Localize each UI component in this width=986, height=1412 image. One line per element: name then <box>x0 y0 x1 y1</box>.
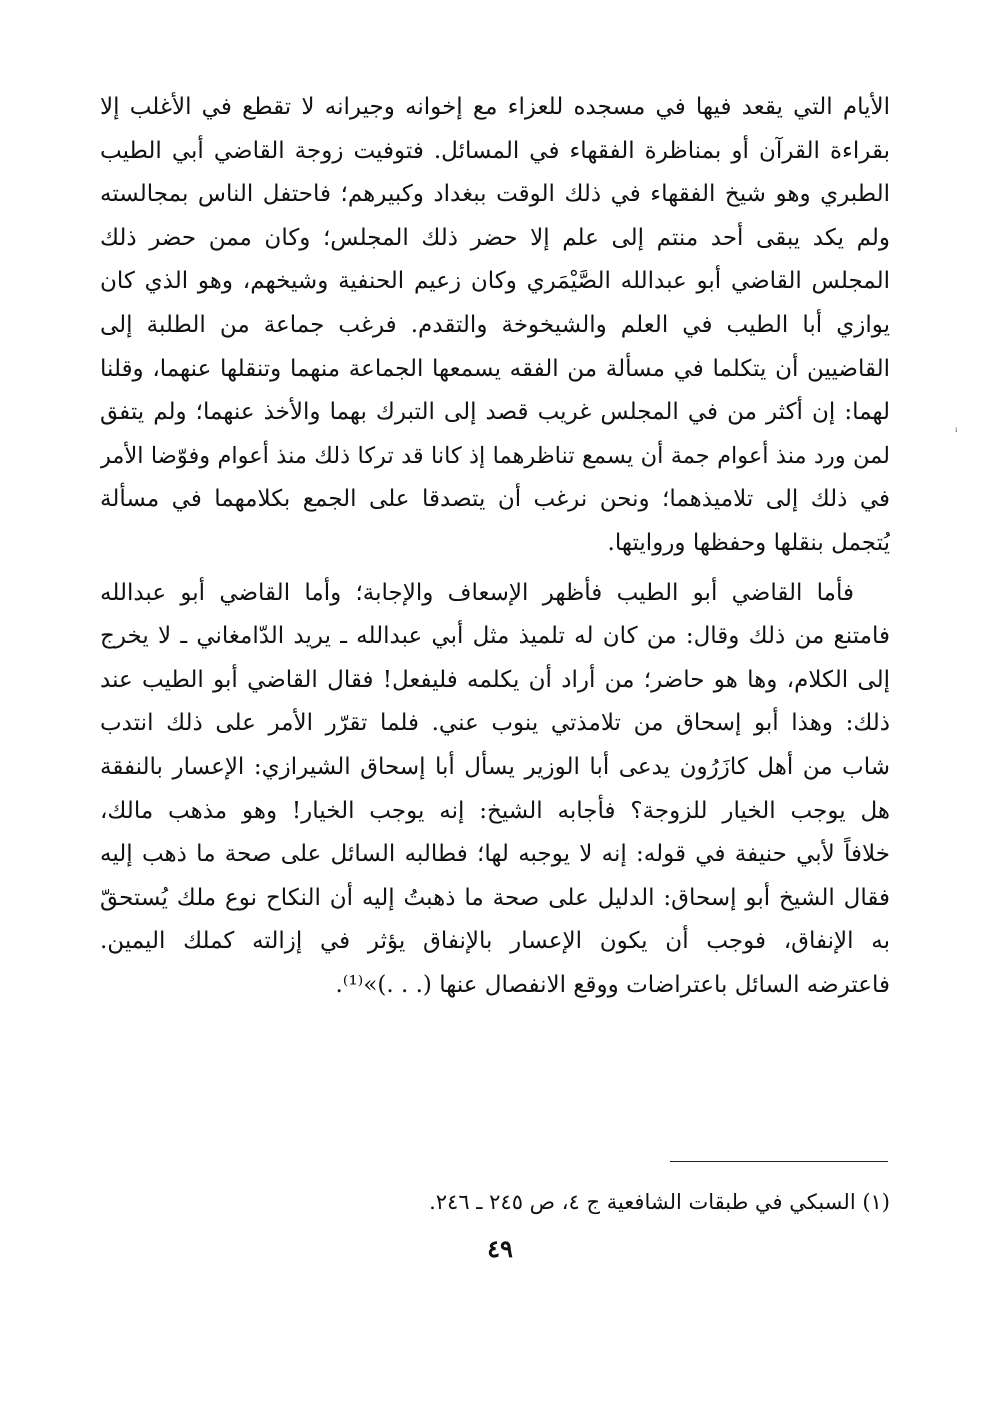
text-line: فامتنع من ذلك وقال: من كان له تلميذ مثل أبي عبدالله ـ يريد الدّامغاني ـ لا يخرج <box>100 623 890 650</box>
text-line: لمن ورد منذ أعوام جمة أن يسمع تناظرهما إذ كانا قد تركا ذلك منذ أعوام وفوّضا الأمر <box>100 442 890 469</box>
text-line: فاعترضه السائل باعتراضات ووقع الانفصال عنها (. . .)»⁽¹⁾. <box>335 971 890 998</box>
page-number: ٤٩ <box>487 1234 513 1263</box>
text-line: الأيام التي يقعد فيها في مسجده للعزاء مع إخوانه وجيرانه لا تقطع في الأغلب إلا <box>100 94 890 120</box>
text-line: بقراءة القرآن أو بمناظرة الفقهاء في المسائل. فتوفيت زوجة القاضي أبي الطيب <box>100 137 890 164</box>
text-line: القاضيين أن يتكلما في مسألة من الفقه يسمعها الجماعة منهما وتنقلها عنهما، وقلنا <box>100 355 890 382</box>
text-line: شاب من أهل كازَرُون يدعى أبا الوزير يسأل أبا إسحاق الشيرازي: الإعسار بالنفقة <box>100 753 890 780</box>
text-line: ذلك: وهذا أبو إسحاق من تلامذتي ينوب عني. فلما تقرّر الأمر على ذلك انتدب <box>100 710 890 737</box>
paragraph-1 <box>100 86 890 566</box>
text-line: إلى الكلام، وها هو حاضر؛ من أراد أن يكلمه فليفعل! فقال القاضي أبو الطيب عند <box>100 666 890 693</box>
text-line: المجلس القاضي أبو عبدالله الصَّيْمَري وكان زعيم الحنفية وشيخهم، وهو الذي كان <box>100 268 890 295</box>
text-line: خلافاً لأبي حنيفة في قوله: إنه لا يوجبه لها؛ فطالبه السائل على صحة ما ذهب إليه <box>100 841 890 868</box>
text-line: ولم يكد يبقى أحد منتم إلى علم إلا حضر ذلك المجلس؛ وكان ممن حضر ذلك <box>100 224 890 251</box>
text-line: يُتجمل بنقلها وحفظها وروايتها. <box>607 529 890 556</box>
text-line: لهما: إن أكثر من في المجلس غريب قصد إلى التبرك بهما والأخذ عنهما؛ ولم يتفق <box>100 399 890 426</box>
text-line: به الإنفاق، فوجب أن يكون الإعسار بالإنفاق يؤثر في إزالته كملك اليمين. <box>100 928 890 955</box>
paragraph-2 <box>100 572 890 1008</box>
body-text <box>100 86 890 1007</box>
text-line: هل يوجب الخيار للزوجة؟ فأجابه الشيخ: إنه يوجب الخيار! وهو مذهب مالك، <box>100 797 890 824</box>
footnote: (١) السبكي في طبقات الشافعية ج ٤، ص ٢٤٥ ـ ٢٤٦. <box>429 1190 890 1214</box>
text-line: يوازي أبا الطيب في العلم والشيخوخة والتقدم. فرغب جماعة من الطلبة إلى <box>100 311 890 338</box>
text-line: فقال الشيخ أبو إسحاق: الدليل على صحة ما ذهبتُ إليه أن النكاح نوع ملك يُستحقّ <box>100 884 890 911</box>
text-line: في ذلك إلى تلاميذهما؛ ونحن نرغب أن يتصدقا على الجمع بكلامهما في مسألة <box>100 486 890 513</box>
text-line: فأما القاضي أبو الطيب فأظهر الإسعاف والإجابة؛ وأما القاضي أبو عبدالله <box>100 579 854 606</box>
margin-mark: ⁱ <box>955 425 958 439</box>
text-line: الطبري وهو شيخ الفقهاء في ذلك الوقت ببغداد وكبيرهم؛ فاحتفل الناس بمجالسته <box>100 181 890 208</box>
footnote-divider <box>670 1161 888 1162</box>
